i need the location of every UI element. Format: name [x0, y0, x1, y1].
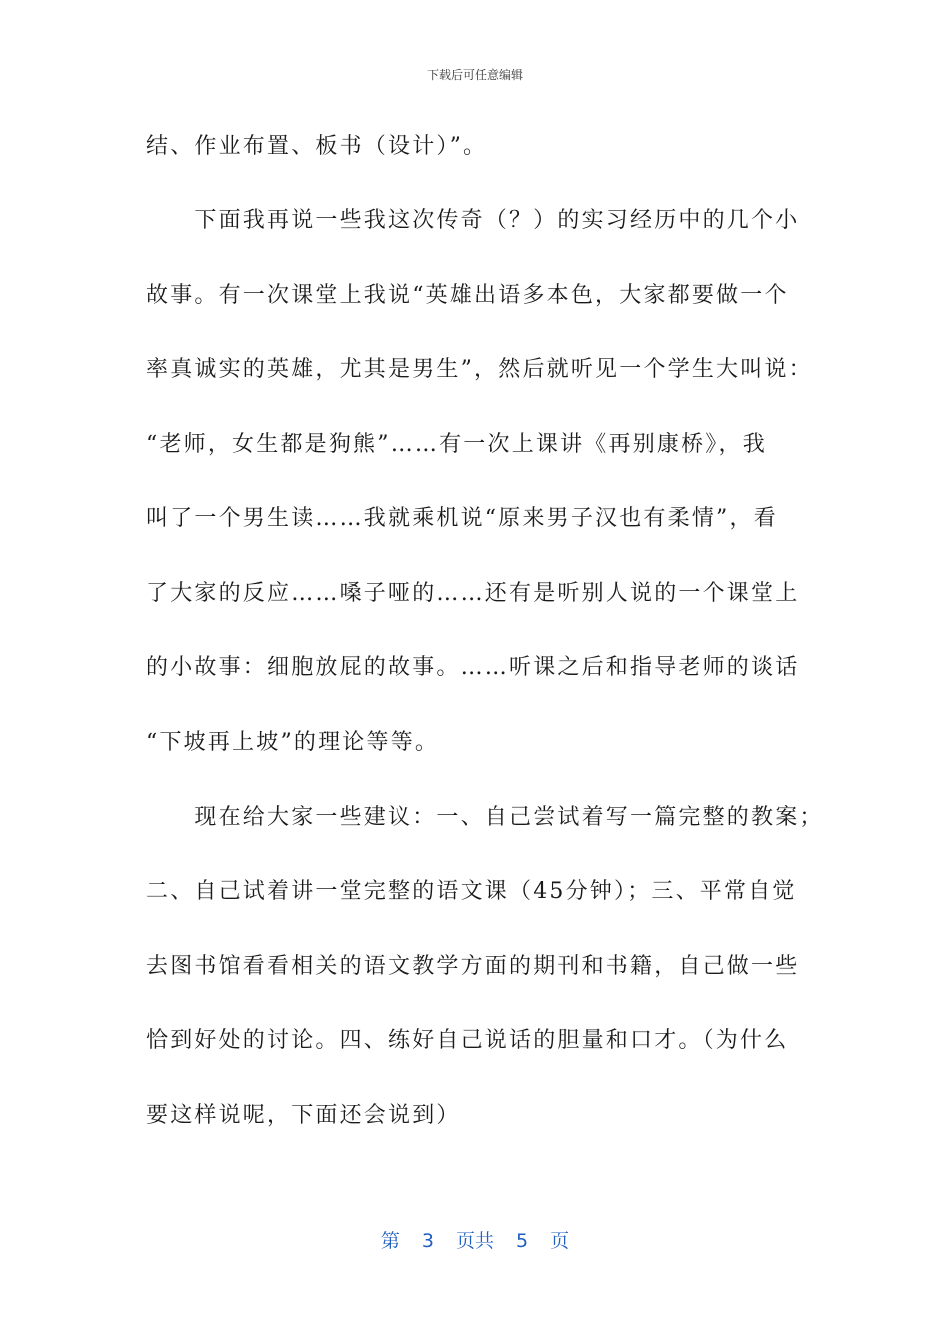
- page-header: 下载后可任意编辑: [426, 68, 523, 82]
- body-line: 现在给大家一些建议：一、自己尝试着写一篇完整的教案；: [146, 805, 824, 830]
- body-line: “老师，女生都是狗熊”……有一次上课讲《再别康桥》，我: [146, 432, 767, 457]
- footer-current-page: 3: [421, 1230, 434, 1252]
- body-line: 恰到好处的讨论。四、练好自己说话的胆量和口才。（为什么: [146, 1028, 789, 1053]
- body-line: 二、自己试着讲一堂完整的语文课（45分钟）；三、平常自觉: [146, 879, 797, 904]
- body-line: 结、作业布置、板书（设计）”。: [146, 134, 488, 159]
- body-line: 率真诚实的英雄，尤其是男生”，然后就听见一个学生大叫说：: [146, 357, 813, 382]
- page-footer: [0, 1226, 950, 1253]
- footer-total-pages: 5: [516, 1230, 529, 1252]
- body-line: 下面我再说一些我这次传奇（？）的实习经历中的几个小: [146, 208, 800, 233]
- body-line: 了大家的反应……嗓子哑的……还有是听别人说的一个课堂上: [146, 581, 800, 606]
- body-line: 要这样说呢，下面还会说到）: [146, 1103, 461, 1128]
- body-line: 的小故事：细胞放屁的故事。……听课之后和指导老师的谈话: [146, 655, 800, 680]
- body-line: 去图书馆看看相关的语文教学方面的期刊和书籍，自己做一些: [146, 954, 800, 979]
- footer-ye-gong: 页共: [455, 1230, 494, 1252]
- footer-ye: 页: [550, 1230, 570, 1252]
- body-line: 故事。有一次课堂上我说“英雄出语多本色，大家都要做一个: [146, 283, 789, 308]
- footer-di: 第: [380, 1230, 400, 1252]
- body-line: 叫了一个男生读……我就乘机说“原来男子汉也有柔情”，看: [146, 506, 778, 531]
- body-line: “下坡再上坡”的理论等等。: [146, 730, 440, 755]
